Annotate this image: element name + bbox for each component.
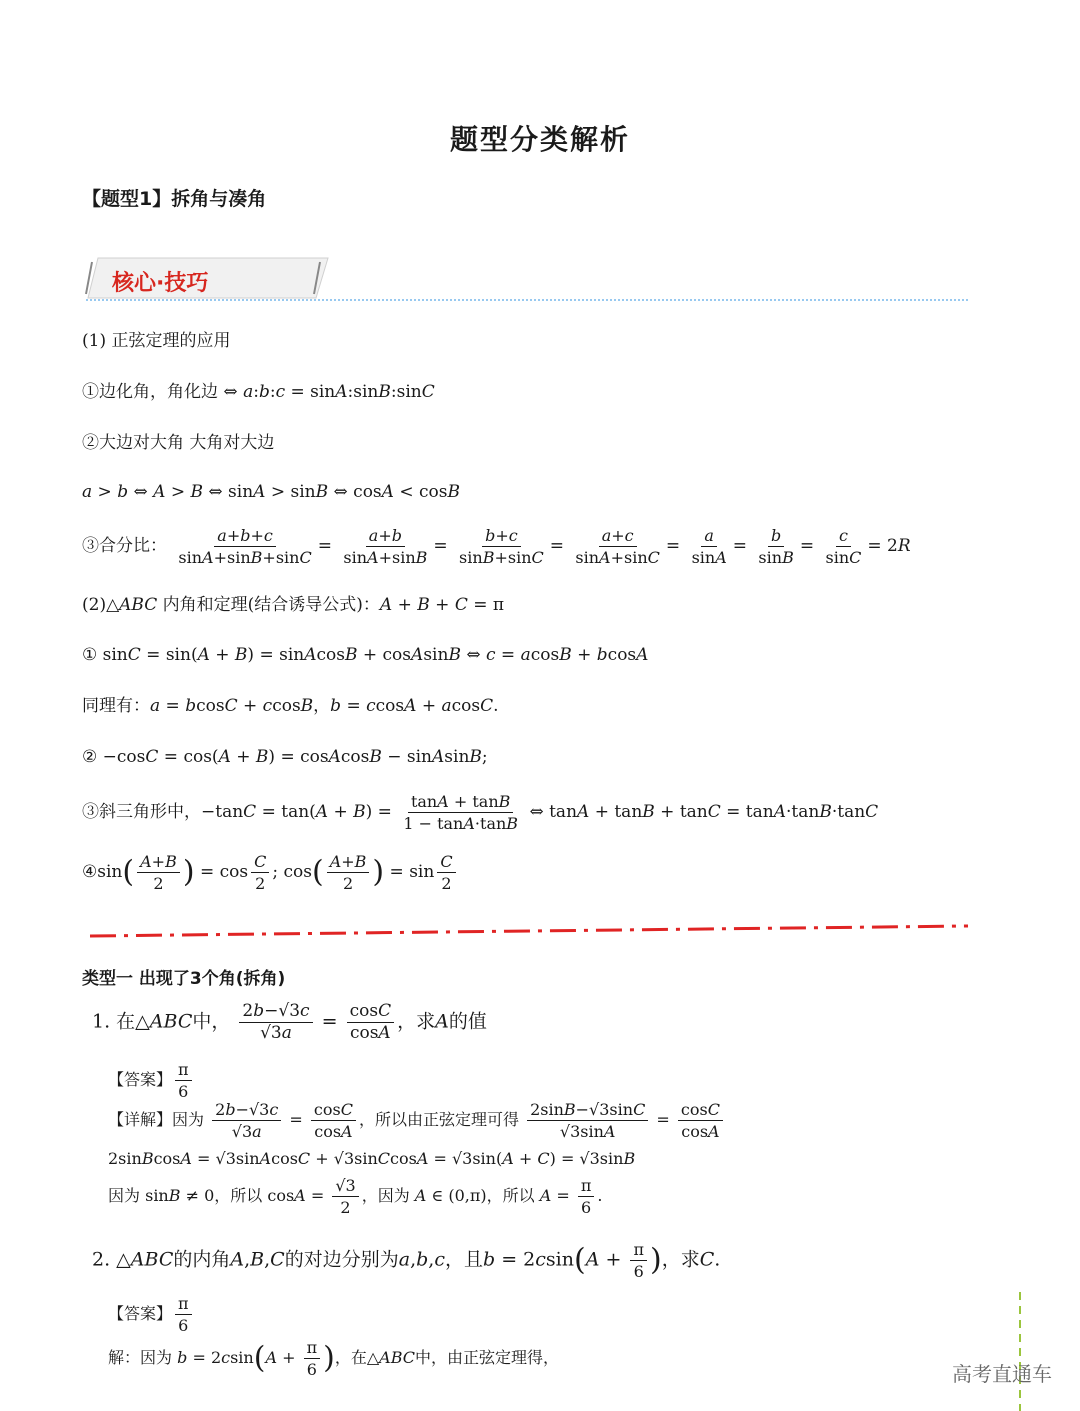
answer-1-label: 【答案】 [108, 1070, 173, 1089]
detail-1-line-3-d: ，所以 [486, 1186, 535, 1205]
detail-1-line-3: 因为 sinB ≠ 0，所以 cosA = $\frac{√3}{2}$ ，因为 A ∈ (0,π)，所以 A = $\frac{\pi}{6}$ . [108, 1176, 603, 1217]
q1-prefix: 1. 在△ [92, 1010, 150, 1033]
angle-sum-triangle: ABC [119, 595, 158, 615]
formula-line-7: ② −cosC = cos(A + B) = cosAcosB − sinAsinB; [82, 747, 488, 767]
detail-1-line-3-a: 因为 [108, 1186, 141, 1205]
formula-line-4-label: ③合分比： [82, 536, 167, 556]
question-2: 2. △ABC的内角A,B,C的对边分别为a,b,c，且b = 2csin(A + $\frac{\pi}{6}$ )，求C. [92, 1240, 721, 1281]
formula-line-1: ①边化角，角化边 ⇔ a:b:c = sinA:sinB:sinC [82, 382, 435, 402]
detail-1-line-2: 2sinBcosA = √3sinAcosC + √3sinCcosA = √3sin(A + C) = √3sinB [108, 1149, 636, 1168]
q1-end: 的值 [448, 1010, 487, 1033]
detail-1-label: 【详解】 [108, 1110, 173, 1129]
formula-line-9: ④sin( $\frac{A+B}{2}$ ) = cos $\frac{C}{2}$ ; cos( $\frac{A+B}{2}$ ) = sin $\frac{C}{2}$ [82, 852, 459, 893]
answer-1: 【答案】 $\frac{\pi}{6}$ [108, 1060, 195, 1101]
formula-line-8: ③斜三角形中，−tanC = tan(A + B) = $\frac{\tan A + \tan B}{1 - \tan A\cdot\tan B}$ ⇔ tanA + tanB + tanC = tanA·tanB·tanC [82, 792, 879, 833]
formula-line-1-label: ①边化角，角化边 [82, 382, 218, 402]
solution-2: 解：因为 b = 2csin(A + $\frac{\pi}{6}$ )，在△ABC中，由正弦定理得， [108, 1338, 560, 1379]
sine-law-heading: (1) 正弦定理的应用 [82, 331, 231, 351]
angle-sum-text: 内角和定理(结合诱导公式)： [157, 595, 380, 615]
section-heading: 【题型1】拆角与凑角 [82, 188, 267, 210]
question-1: 1. 在△ABC中， $\frac{2b-√3c}{√3a}$ = $\frac{\cos C}{\cos A}$ ，求A的值 [92, 1001, 487, 1043]
q2-text4: ，求 [661, 1248, 700, 1271]
core-tips-banner [82, 254, 972, 306]
solution-2-text2: 中，由正弦定理得， [415, 1348, 560, 1367]
answer-2: 【答案】 $\frac{\pi}{6}$ [108, 1294, 195, 1335]
watermark: 高考直通车 [952, 1362, 1052, 1386]
q2-prefix: 2. △ [92, 1248, 131, 1271]
q2-text1: 的内角 [173, 1248, 231, 1271]
formula-line-6-label: 同理有： [82, 696, 150, 716]
solution-2-text: ，在△ [334, 1348, 380, 1367]
formula-line-2: ②大边对大角 大角对大边 [82, 433, 275, 453]
red-divider [88, 922, 972, 942]
detail-1-line-3-b: ，所以 [214, 1186, 263, 1205]
formula-line-4: ③合分比： $\frac{a+b+c}{\sin A+\sin B+\sin C}$ = $\frac{a+b}{\sin A+\sin B}$ = $\frac{b+c}{\sin B+\sin C}$ = $\frac{a+c}{\sin A+\sin C}$ = $\frac{a}{\sin A}$ = $\frac{b}{\sin B}$ = $\frac{c}{\sin C}$ = 2R [82, 526, 911, 567]
type1-heading: 类型一 出现了3个角(拆角) [82, 969, 286, 989]
formula-line-3: a > b ⇔ A > B ⇔ sinA > sinB ⇔ cosA < cosB [82, 482, 460, 502]
formula-line-5: ① sinC = sin(A + B) = sinAcosB + cosAsinB ⇔ c = acosB + bcosA [82, 645, 649, 665]
detail-1-because: 因为 [172, 1110, 205, 1129]
detail-1-line-3-c: ，因为 [361, 1186, 410, 1205]
q1-suffix: ，求 [397, 1010, 436, 1033]
q2-text2: 的对边分别为 [284, 1248, 399, 1271]
angle-sum-prefix: (2)△ [82, 595, 120, 615]
margin-dashed-line [1016, 1292, 1024, 1411]
answer-2-label: 【答案】 [108, 1304, 173, 1323]
formula-line-9-label: ④ [82, 862, 98, 882]
solution-2-label: 解：因为 [108, 1348, 173, 1367]
q2-text3: ，且 [444, 1248, 483, 1271]
detail-1-so: ，所以由正弦定理可得 [358, 1110, 519, 1129]
formula-line-6: 同理有：a = bcosC + ccosB，b = ccosA + acosC. [82, 696, 499, 716]
q1-mid: 中， [192, 1010, 231, 1033]
page-title: 题型分类解析 [449, 123, 630, 156]
detail-1-line-1: 【详解】因为 $\frac{2b-√3c}{√3a}$ = $\frac{\cos C}{\cos A}$ ，所以由正弦定理可得 $\frac{2\sin B-√3\sin C}{√3\sin A}$ = $\frac{\cos C}{\cos A}$ [108, 1100, 726, 1141]
angle-sum-heading: (2)△ABC 内角和定理(结合诱导公式)：A + B + C = π [82, 595, 505, 615]
core-tips-badge: 核心·技巧 [112, 271, 209, 296]
formula-line-8-label: ③斜三角形中， [82, 802, 201, 822]
